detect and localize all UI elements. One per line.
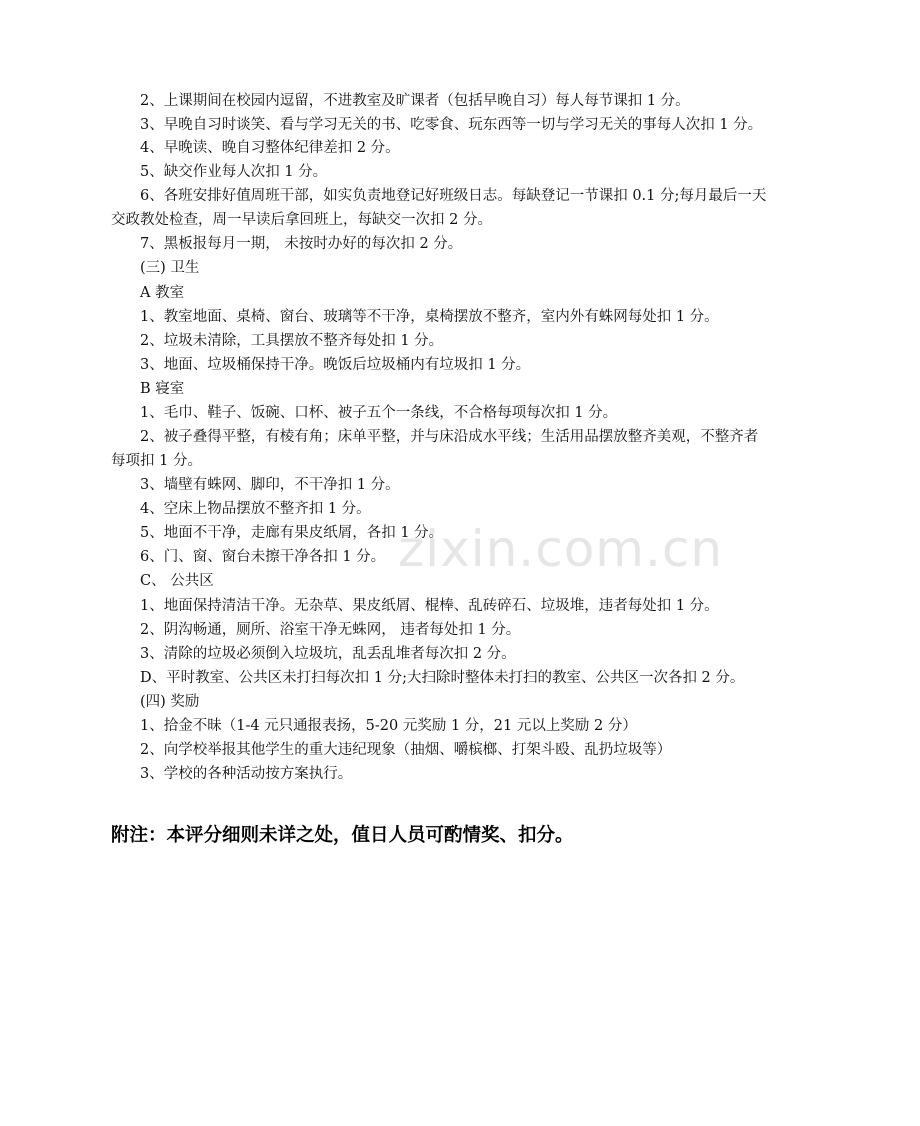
text-line: 2、向学校举报其他学生的重大违纪现象（抽烟、嚼槟榔、打架斗殴、乱扔垃圾等） bbox=[140, 742, 672, 758]
text-line: 2、被子叠得平整，有棱有角；床单平整，并与床沿成水平线；生活用品摆放整齐美观，不整齐者 bbox=[140, 429, 759, 445]
text-line: 6、各班安排好值周班干部，如实负责地登记好班级日志。每缺登记一节课扣 0.1 分;每月最后一天 bbox=[140, 188, 767, 204]
text-line: 5、地面不干净，走廊有果皮纸屑，各扣 1 分。 bbox=[140, 525, 444, 541]
text-line: 交政教处检查，周一早读后拿回班上，每缺交一次扣 2 分。 bbox=[111, 212, 492, 228]
text-line: 每项扣 1 分。 bbox=[111, 453, 202, 469]
text-line: 1、拾金不昧（1-4 元只通报表扬，5-20 元奖励 1 分，21 元以上奖励 2 分） bbox=[140, 718, 637, 734]
text-line: 6、门、窗、窗台未擦干净各扣 1 分。 bbox=[140, 549, 386, 565]
subsection-heading: B 寝室 bbox=[140, 381, 185, 397]
text-line: 3、地面、垃圾桶保持干净。晚饭后垃圾桶内有垃圾扣 1 分。 bbox=[140, 357, 531, 373]
text-line: D、平时教室、公共区未打扫每次扣 1 分;大扫除时整体未打扫的教室、公共区一次各扣 2 分。 bbox=[140, 670, 745, 686]
text-line: 3、清除的垃圾必须倒入垃圾坑，乱丢乱堆者每次扣 2 分。 bbox=[140, 646, 516, 662]
text-line: 1、教室地面、桌椅、窗台、玻璃等不干净，桌椅摆放不整齐，室内外有蛛网每处扣 1 分。 bbox=[140, 309, 719, 325]
text-line: 2、上课期间在校园内逗留，不进教室及旷课者（包括早晚自习）每人每节课扣 1 分。 bbox=[140, 93, 690, 109]
text-line: 3、早晚自习时谈笑、看与学习无关的书、吃零食、玩东西等一切与学习无关的事每人次扣 1 分。 bbox=[140, 117, 763, 133]
text-line: 7、黑板报每月一期， 未按时办好的每次扣 2 分。 bbox=[140, 236, 463, 252]
watermark: zixin.com.cn bbox=[398, 520, 724, 578]
text-line: 4、早晚读、晚自习整体纪律差扣 2 分。 bbox=[140, 140, 400, 156]
text-line: 1、毛巾、鞋子、饭碗、口杯、被子五个一条线，不合格每项每次扣 1 分。 bbox=[140, 405, 618, 421]
section-heading: (四) 奖励 bbox=[140, 694, 200, 710]
text-line: 2、阴沟畅通，厕所、浴室干净无蛛网， 违者每处扣 1 分。 bbox=[140, 622, 521, 638]
text-line: 3、墙壁有蛛网、脚印，不干净扣 1 分。 bbox=[140, 477, 400, 493]
footer-note: 附注：本评分细则未详之处，值日人员可酌情奖、扣分。 bbox=[111, 825, 574, 846]
subsection-heading: A 教室 bbox=[140, 285, 185, 301]
section-heading: (三) 卫生 bbox=[140, 260, 200, 276]
text-line: 3、学校的各种活动按方案执行。 bbox=[140, 766, 353, 782]
subsection-heading: C、 公共区 bbox=[140, 573, 214, 589]
text-line: 5、缺交作业每人次扣 1 分。 bbox=[140, 164, 328, 180]
text-line: 1、地面保持清洁干净。无杂草、果皮纸屑、棍棒、乱砖碎石、垃圾堆，违者每处扣 1 分。 bbox=[140, 598, 719, 614]
text-line: 2、垃圾未清除，工具摆放不整齐每处扣 1 分。 bbox=[140, 333, 444, 349]
text-line: 4、空床上物品摆放不整齐扣 1 分。 bbox=[140, 501, 371, 517]
